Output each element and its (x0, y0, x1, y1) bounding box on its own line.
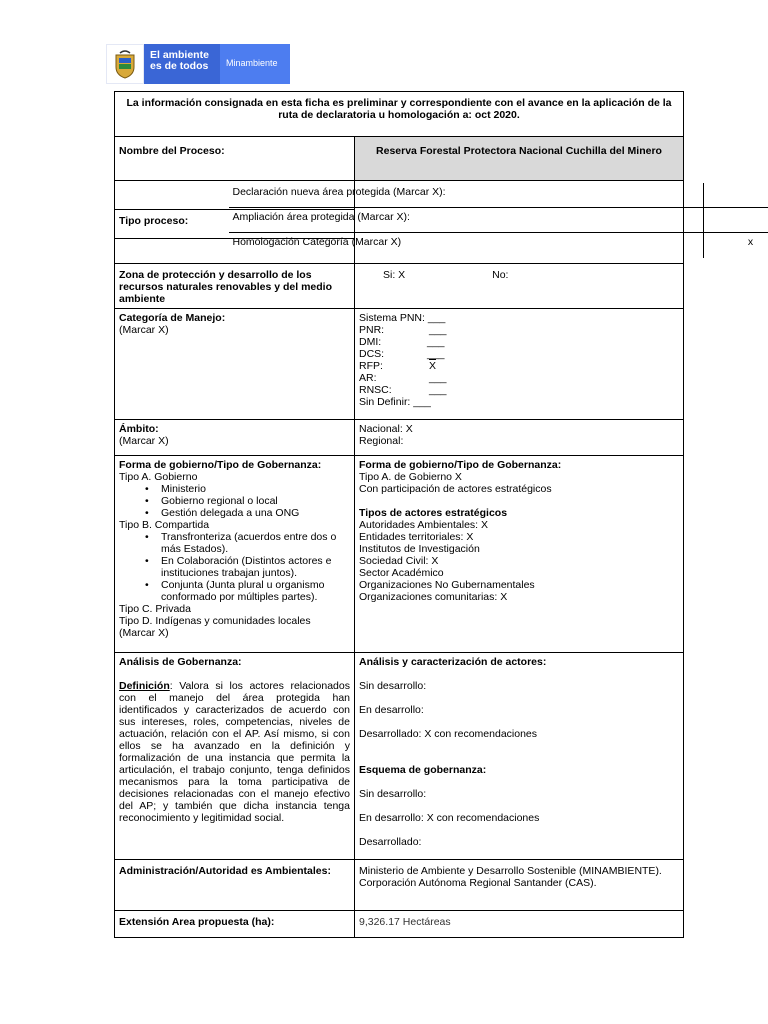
ambito-row (115, 420, 684, 456)
actor-item: Institutos de Investigación (359, 543, 480, 555)
administracion-line2: Corporación Autónoma Regional Santander (CAS). (359, 877, 597, 889)
actor-item: Entidades territoriales: X (359, 531, 474, 543)
tipo-b-list (119, 531, 350, 603)
actores-label: Tipos de actores estratégicos (359, 507, 508, 519)
extension-row (115, 911, 684, 938)
logo-slogan: El ambiente es de todos (144, 44, 220, 84)
header-text: La información consignada en esta ficha es preliminar y correspondiente con el avance en la aplicación de la ruta de declaratoria u homologación a: oct 2020. (115, 92, 684, 137)
actor-item: Autoridades Ambientales: X (359, 519, 488, 531)
caracterizacion-item: Sin desarrollo: (359, 680, 427, 692)
list-item: • Transfronteriza (acuerdos entre dos o más Estados). (145, 531, 350, 555)
caracterizacion-item: En desarrollo: (359, 704, 424, 716)
actor-item: Sociedad Civil: X (359, 555, 439, 567)
gobierno-right-label: Forma de gobierno/Tipo de Gobernanza: (359, 459, 562, 471)
minambiente-logo (106, 44, 290, 84)
tipo-proceso-row (115, 181, 684, 264)
option-declaracion: Declaración nueva área protegida (Marcar X): (229, 183, 704, 208)
gobierno-sub: (Marcar X) (119, 627, 169, 639)
analisis-label: Análisis de Gobernanza: (119, 656, 242, 668)
gobierno-participacion: Con participación de actores estratégicos (359, 483, 552, 495)
zona-no: No: (492, 269, 509, 281)
esquema-label: Esquema de gobernanza: (359, 764, 487, 776)
nombre-value: Reserva Forestal Protectora Nacional Cuchilla del Minero (355, 137, 684, 181)
actor-item: Sector Académico (359, 567, 444, 579)
tipo-c: Tipo C. Privada (119, 603, 191, 615)
categoria-item: RNSC: ___ (359, 384, 447, 396)
nombre-row (115, 137, 684, 181)
ambito-nacional: Nacional: X (359, 423, 413, 435)
ambito-label: Ámbito: (119, 423, 159, 435)
extension-label: Extensión Area propuesta (ha): (115, 911, 355, 938)
header-row (115, 92, 684, 137)
tipo-proceso-label: Tipo proceso: (119, 215, 189, 227)
list-item: • Gobierno regional o local (145, 495, 350, 507)
categoria-item: AR: ___ (359, 372, 447, 384)
categoria-item: DCS: ___ (359, 348, 445, 360)
ambito-sub: (Marcar X) (119, 435, 169, 447)
categoria-item: PNR: ___ (359, 324, 447, 336)
list-item: • Conjunta (Junta plural u organismo conformado por múltiples partes). (145, 579, 350, 603)
tipo-d: Tipo D. Indígenas y comunidades locales (119, 615, 311, 627)
definicion-paragraph (119, 680, 350, 824)
option-homologacion: Homologación Categoría (Marcar X) (232, 236, 402, 248)
tipo-a: Tipo A. Gobierno (119, 471, 198, 483)
categoria-sub: (Marcar X) (119, 324, 169, 336)
list-item: • Ministerio (145, 483, 350, 495)
categoria-item: Sin Definir: ___ (359, 396, 431, 408)
categoria-item: Sistema PNN: ___ (359, 312, 446, 324)
ambito-regional: Regional: (359, 435, 404, 447)
caracterizacion-item: Desarrollado: X con recomendaciones (359, 728, 538, 740)
option-ampliacion: Ampliación área protegida (Marcar X): (229, 208, 704, 233)
zona-si: Si: X (383, 269, 406, 281)
gobierno-label: Forma de gobierno/Tipo de Gobernanza: (119, 459, 322, 471)
definicion-label: Definición (119, 680, 170, 692)
mark-homologacion: x (703, 233, 768, 258)
administracion-row (115, 860, 684, 911)
administracion-line1: Ministerio de Ambiente y Desarrollo Sostenible (MINAMBIENTE). (359, 865, 662, 877)
tipo-b: Tipo B. Compartida (119, 519, 210, 531)
definicion-text: : Valora si los actores relacionados con el manejo del área protegida han identificados y caracterizados de acuerdo con sus intereses, roles, competencias, niveles de actuación, relación con el AP. Así mismo, si con ellos se ha avanzado en la definición y formalización de una instancia que permita la articulación, el trabajo conjunto, tenga definidos mecanismos para la toma participativa de decisiones relacionadas con el manejo efectivo del AP; y también que dicha instancia tenga reconocimiento y legitimidad social. (119, 680, 350, 824)
esquema-item: Sin desarrollo: (359, 788, 427, 800)
coat-of-arms-icon (106, 44, 144, 84)
categoria-item: DMI: ___ (359, 336, 445, 348)
categoria-item: RFP: $\overline{X}$ (359, 360, 437, 372)
actor-item: Organizaciones comunitarias: X (359, 591, 508, 603)
mark-declaracion (703, 183, 768, 208)
nombre-label: Nombre del Proceso: (115, 137, 355, 181)
zona-label: Zona de protección y desarrollo de los recursos naturales renovables y del medio ambiente (115, 264, 355, 309)
mark-ampliacion (703, 208, 768, 233)
caracterizacion-label: Análisis y caracterización de actores: (359, 656, 547, 668)
list-item: • En Colaboración (Distintos actores e instituciones trabajan juntos). (145, 555, 350, 579)
zona-row (115, 264, 684, 309)
categoria-list (355, 309, 684, 420)
administracion-label: Administración/Autoridad es Ambientales: (115, 860, 355, 911)
gobierno-right-tipo: Tipo A. de Gobierno X (359, 471, 462, 483)
list-item: • Gestión delegada a una ONG (145, 507, 350, 519)
esquema-item: En desarrollo: X con recomendaciones (359, 812, 540, 824)
actor-item: Organizaciones No Gubernamentales (359, 579, 535, 591)
analisis-row (115, 653, 684, 860)
categoria-row (115, 309, 684, 420)
gobierno-row (115, 456, 684, 653)
tipo-proceso-options (232, 181, 754, 264)
ficha-table (114, 91, 754, 938)
categoria-label: Categoría de Manejo: (119, 312, 226, 324)
logo-ministry: Minambiente (220, 44, 290, 84)
extension-value: 9,326.17 Hectáreas (355, 911, 684, 938)
tipo-a-list (119, 483, 350, 519)
esquema-item: Desarrollado: (359, 836, 422, 848)
